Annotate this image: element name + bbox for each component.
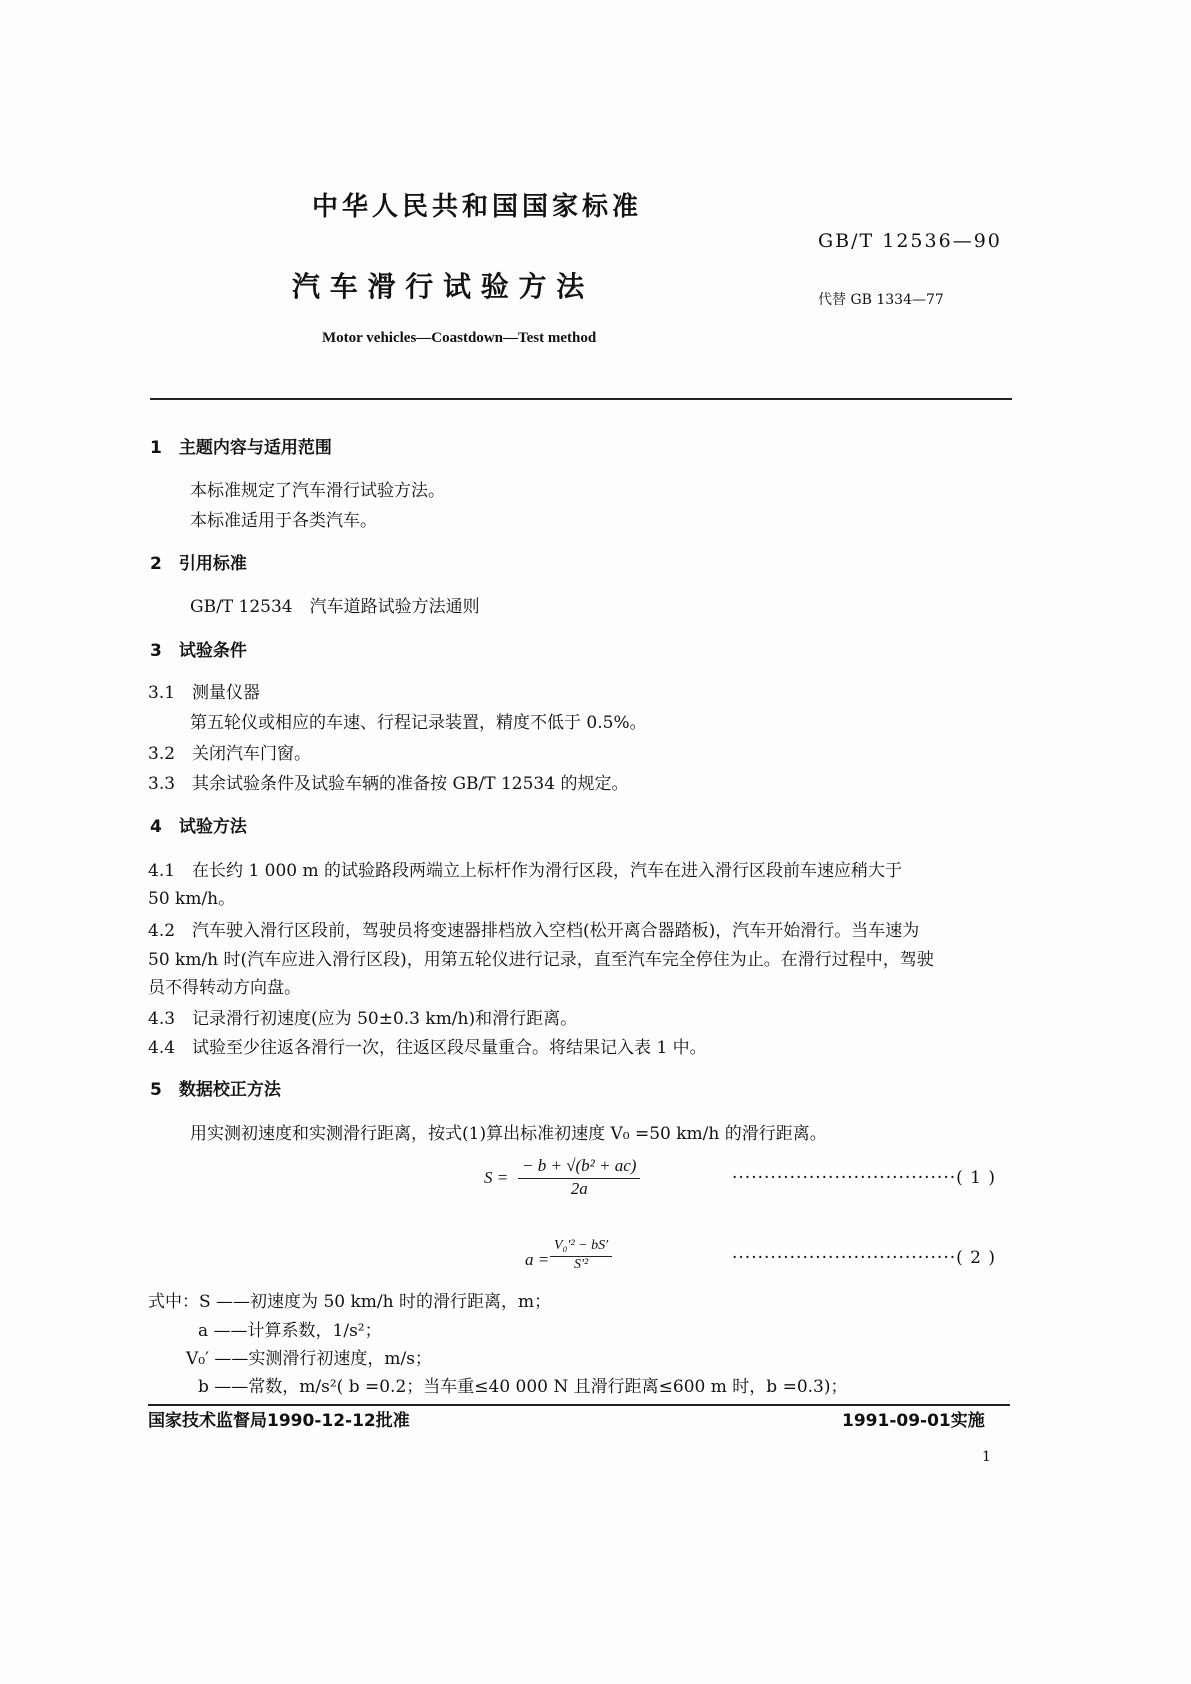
formula-denominator: 2a <box>570 1179 588 1198</box>
section-1-heading: 1 主题内容与适用范围 <box>150 438 332 458</box>
page-number: 1 <box>982 1449 991 1465</box>
paragraph: 4.3 记录滑行初速度(应为 50±0.3 km/h)和滑行距离。 <box>148 1009 578 1029</box>
paragraph: 用实测初速度和实测滑行距离，按式(1)算出标准初速度 V₀ =50 km/h 的滑行距离。 <box>190 1124 827 1144</box>
header-rule <box>150 398 1012 400</box>
paragraph: 3.2 关闭汽车门窗。 <box>148 744 312 764</box>
where-line: b ——常数，m/s²( b =0.2；当车重≤40 000 N 且滑行距离≤600 m 时，b =0.3)； <box>198 1377 848 1397</box>
paragraph: 员不得转动方向盘。 <box>148 978 301 998</box>
formula-1-leader: ···································( 1 ) <box>732 1168 997 1188</box>
paragraph: 4.4 试验至少往返各滑行一次，往返区段尽量重合。将结果记入表 1 中。 <box>148 1038 707 1058</box>
paragraph: 3.3 其余试验条件及试验车辆的准备按 GB/T 12534 的规定。 <box>148 774 629 794</box>
standard-heading: 中华人民共和国国家标准 <box>312 192 643 222</box>
document-title: 汽 车 滑 行 试 验 方 法 <box>292 270 585 303</box>
paragraph: 4.1 在长约 1 000 m 的试验路段两端立上标杆作为滑行区段，汽车在进入滑行区段前车速应稍大于 <box>148 861 903 881</box>
paragraph: 本标准规定了汽车滑行试验方法。 <box>190 481 445 501</box>
formula-2-leader: ···································( 2 ) <box>732 1248 997 1268</box>
paragraph: 3.1 测量仪器 <box>148 683 261 703</box>
section-5-heading: 5 数据校正方法 <box>150 1080 281 1100</box>
section-4-heading: 4 试验方法 <box>150 817 247 837</box>
where-line: a ——计算系数，1/s²； <box>198 1321 382 1341</box>
paragraph: 本标准适用于各类汽车。 <box>190 511 377 531</box>
paragraph: 4.2 汽车驶入滑行区段前，驾驶员将变速器排档放入空档(松开离合器踏板)，汽车开始滑行。当车速为 <box>148 921 920 941</box>
approval-date: 国家技术监督局1990-12-12批准 <box>148 1411 410 1431</box>
section-3-heading: 3 试验条件 <box>150 641 247 661</box>
where-line: 式中：S ——初速度为 50 km/h 时的滑行距离，m； <box>148 1292 552 1312</box>
formula-1 <box>518 1156 640 1199</box>
replaces-note: 代替 GB 1334—77 <box>818 292 944 308</box>
where-line: V₀′ ——实测滑行初速度，m/s； <box>186 1349 432 1369</box>
formula-denominator: S′² <box>573 1257 589 1272</box>
formula-numerator: − b + √(b² + ac) <box>518 1156 640 1179</box>
footer-rule <box>148 1404 1010 1406</box>
section-2-heading: 2 引用标准 <box>150 554 247 574</box>
paragraph: 50 km/h 时(汽车应进入滑行区段)，用第五轮仪进行记录，直至汽车完全停住为止。在滑行过程中，驾驶 <box>148 950 934 970</box>
formula-1-lhs: S = <box>484 1168 509 1187</box>
standard-number: GB/T 12536—90 <box>818 230 1002 252</box>
paragraph: 50 km/h。 <box>148 889 236 909</box>
formula-2 <box>550 1238 612 1273</box>
formula-numerator: V₀′² − bS′ <box>550 1238 612 1257</box>
paragraph: 第五轮仪或相应的车速、行程记录装置，精度不低于 0.5%。 <box>190 713 647 733</box>
formula-2-lhs: a = <box>525 1250 550 1269</box>
paragraph: GB/T 12534 汽车道路试验方法通则 <box>190 597 480 617</box>
english-title: Motor vehicles—Coastdown—Test method <box>322 330 597 346</box>
effective-date: 1991-09-01实施 <box>842 1411 985 1431</box>
